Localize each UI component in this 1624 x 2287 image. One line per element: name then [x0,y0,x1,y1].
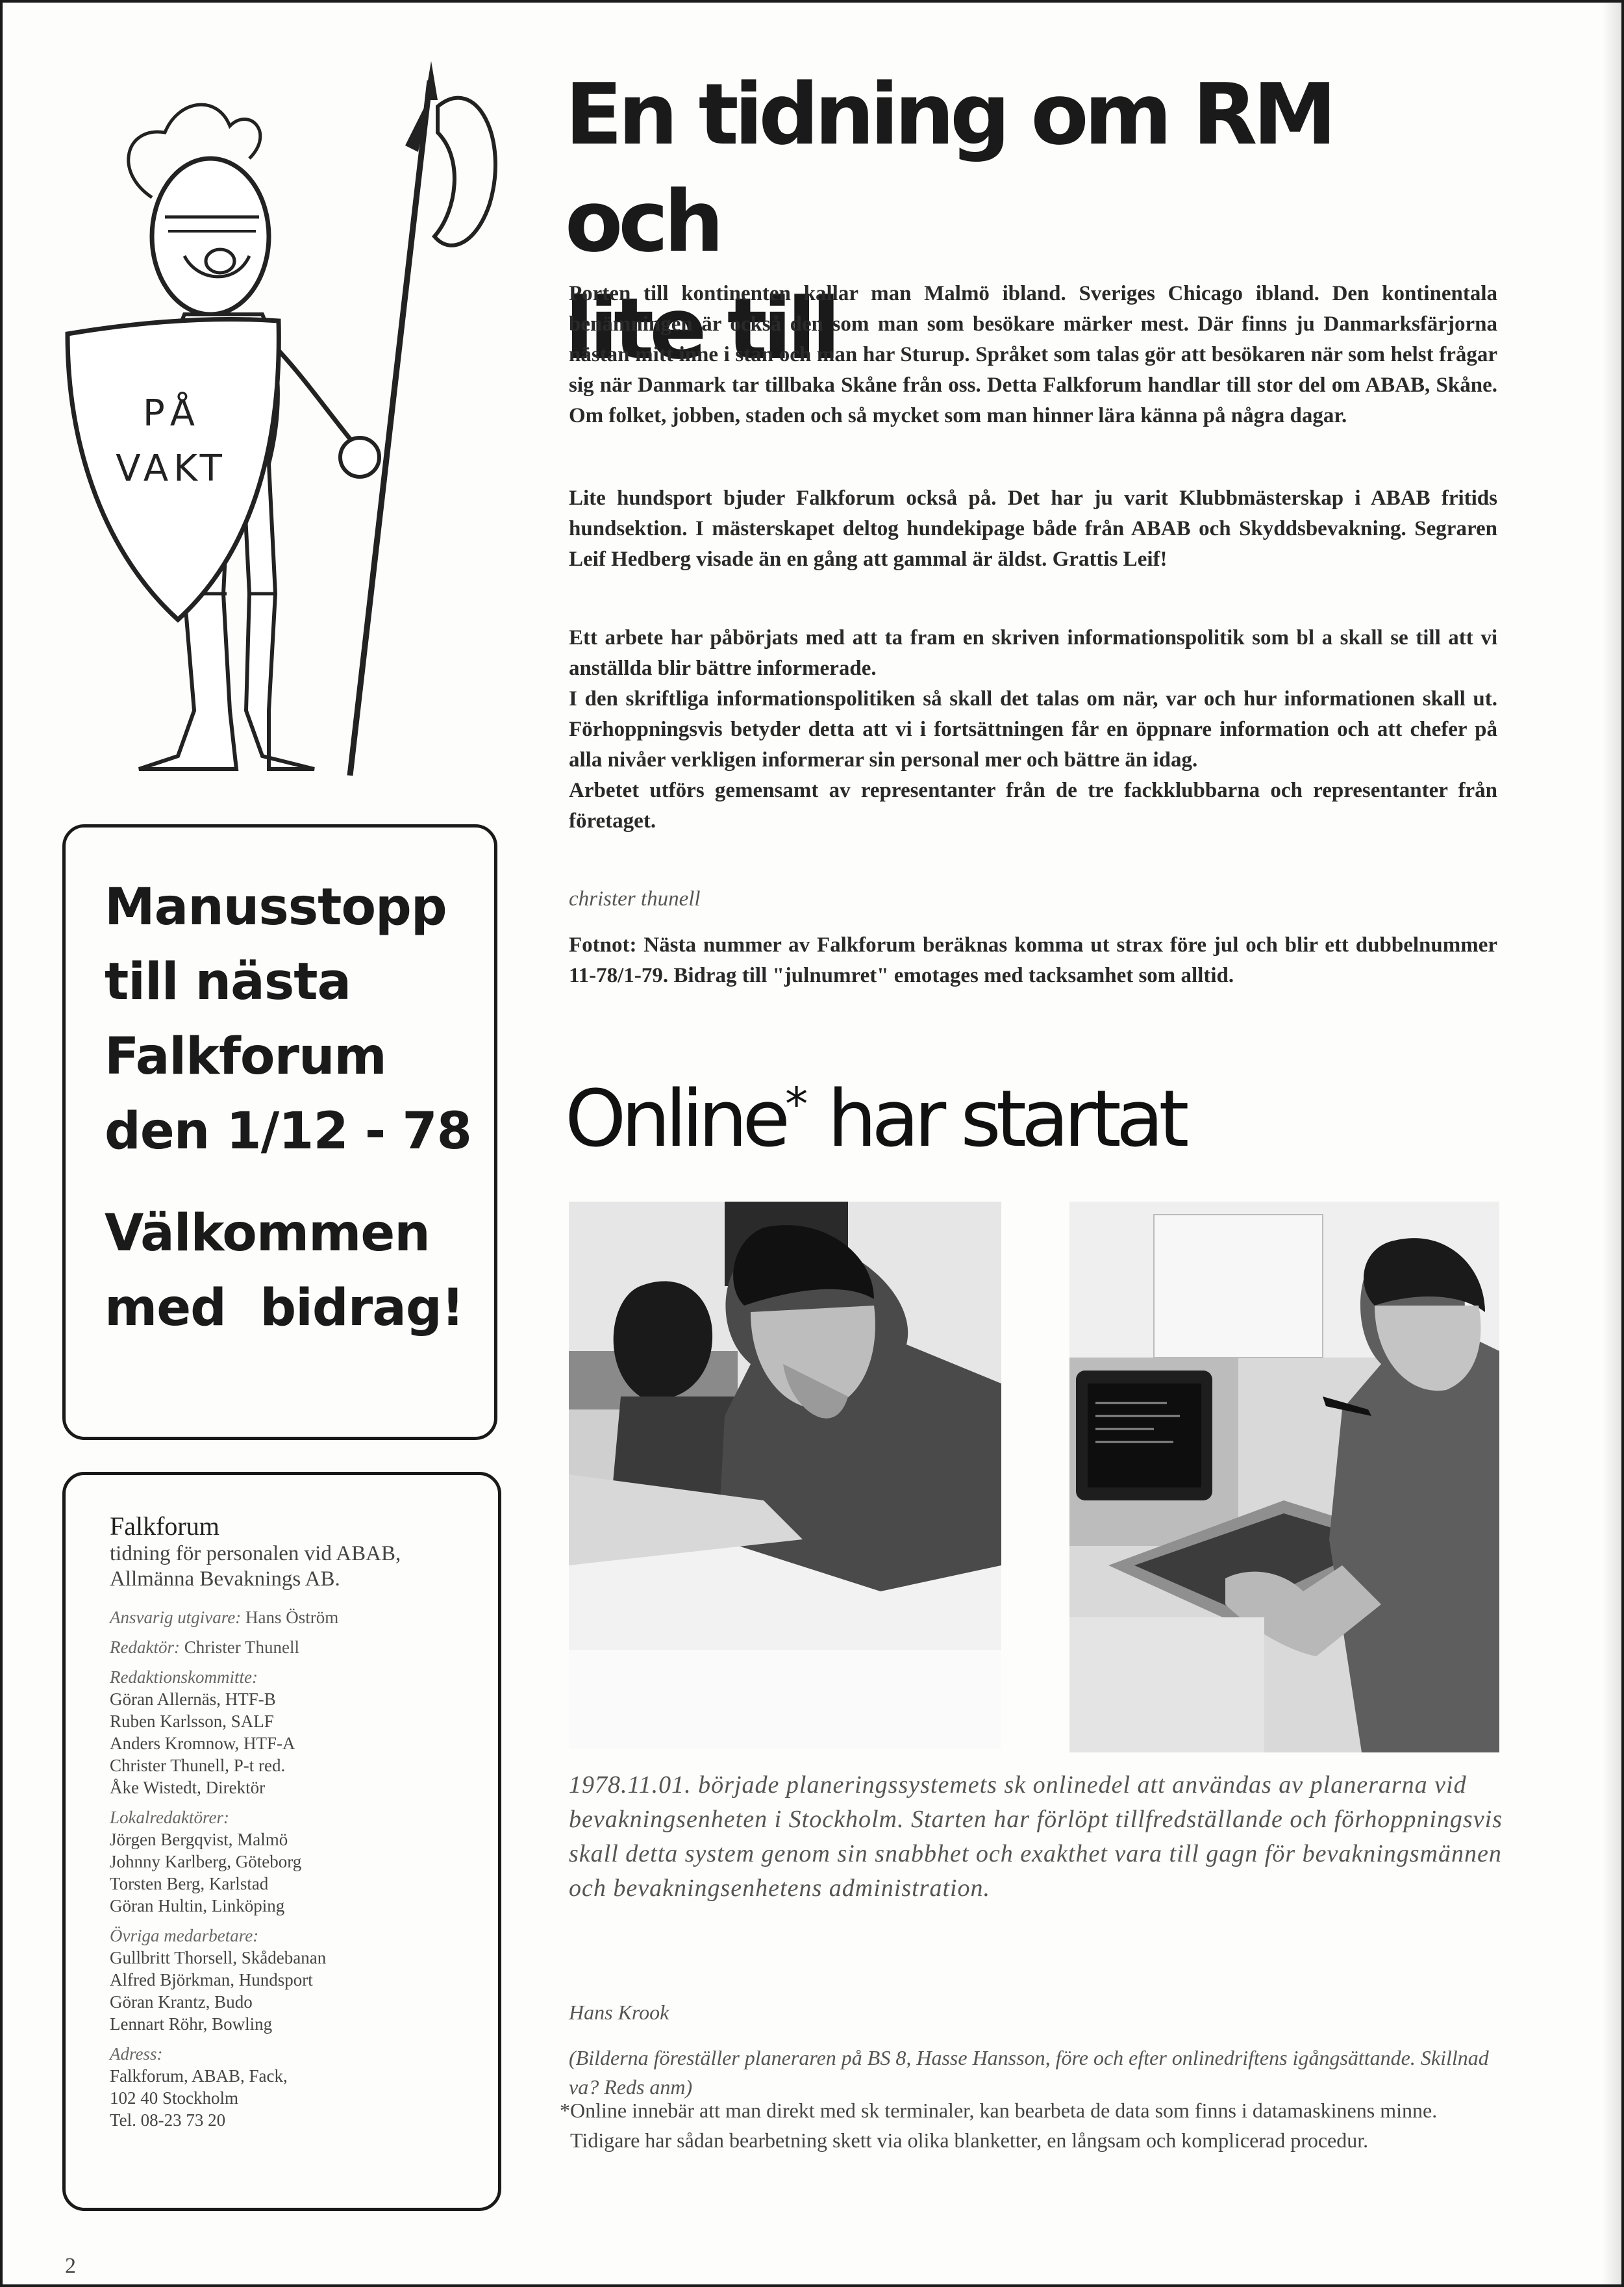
other-contributor: Lennart Röhr, Bowling [110,2014,273,2034]
online-caption: 1978.11.01. började planeringssystemets sk onlinedel att användas av planerarna vid bevakningsenheten i Stockholm. Starten har förlöpt tillfredställande och förhoppningsvis skall detta system genom sin snabbhet och exakthet vara till gagn för bevakningsmännen och bevakningsenhetens administration. [569,1771,1503,1902]
online-footnote-line-1: *Online innebär att man direkt med sk terminaler, kan bearbeta de data som finns i datamaskinens minne. [560,2099,1438,2122]
intro-footnote-text: Fotnot: Nästa nummer av Falkforum beräknas komma ut strax före jul och blir ett dubbelnummer 11-78/1-79. Bidrag till "julnumret" emotages med tacksamhet som alltid. [569,933,1497,987]
colophon-title: Falkforum [110,1511,219,1541]
online-title-word: Online [565,1074,786,1165]
intro-text-3a: Ett arbete har påbörjats med att ta fram en skriven informationspolitik som bl a skall se till att vi anställda blir bättre informerade. [569,626,1497,680]
online-title-rest: har startat [808,1074,1184,1165]
colophon-subtitle-2: Allmänna Bevaknings AB. [110,1567,340,1591]
intro-paragraph-3 [569,623,1497,837]
manus-line-3: Falkforum [105,1028,386,1086]
manus-line-1: Manusstopp [105,878,447,937]
local-editor: Johnny Karlberg, Göteborg [110,1852,302,1871]
headline-line-2: lite till [565,279,836,378]
colophon-box [62,1472,501,2211]
manus-line-2: till nästa [105,953,351,1011]
local-editor: Jörgen Bergqvist, Malmö [110,1830,288,1849]
publisher-name: Hans Öström [245,1608,339,1627]
photo-after [1069,1202,1499,1752]
page-number: 2 [65,2254,76,2278]
editor-line [110,1636,472,1658]
other-contributor: Gullbritt Thorsell, Skådebanan [110,1948,327,1967]
address-line: Falkforum, ABAB, Fack, [110,2066,288,2086]
other-contributors-role: Övriga medarbetare: [110,1926,259,1945]
intro-signature: christer thunell [569,887,701,911]
scan-edge-shadow [1602,3,1621,2287]
intro-text-1: Porten till kontinenten kallar man Malmö ibland. Sveriges Chicago ibland. Den kontinentala benämningen är också den som man som besökare märker mest. Där finns ju Danmarksfärjorna nästan mitt inne i stan och man har Sturup. Språket som talas gör att besökaren när som helst frågar sig när Danmark tar tillbaka Skåne från oss. Detta Falkforum handlar till stor del om ABAB, Skåne. Om folket, jobben, staden och så mycket som man hinner lära känna på några dagar. [569,282,1497,427]
shield-text-pa: PÅ [142,392,201,435]
online-footnote-line-2: Tidigare har sådan bearbetning skett via olika blanketter, en långsam och komplicerad procedur. [570,2129,1369,2152]
shield-text-vakt: VAKT [116,448,227,490]
headline-line-1: En tidning om RM och [565,65,1332,271]
online-footnote [560,2095,1508,2155]
knight-illustration [55,61,509,795]
photo-before [569,1202,1001,1749]
intro-footnote [569,930,1497,991]
address-line: Tel. 08-23 73 20 [110,2110,226,2130]
intro-paragraph-1 [569,279,1497,431]
address-line: 102 40 Stockholm [110,2088,239,2108]
local-editor: Torsten Berg, Karlstad [110,1874,269,1893]
local-editor: Göran Hultin, Linköping [110,1896,285,1915]
committee-member: Anders Kromnow, HTF-A [110,1734,295,1753]
publisher-role: Ansvarig utgivare: [110,1608,242,1627]
online-photo-note: (Bilderna föreställer planeraren på BS 8, Hasse Hansson, före och efter onlinedriftens igångsättande. Skillnad va? Reds anm) [569,2046,1489,2099]
online-author: Hans Krook [569,2001,669,2024]
intro-text-3b: I den skriftliga informationspolitiken så skall det talas om när, var och hur informationen skall ut. Förhoppningsvis betyder detta att vi i fortsättningen får en öppnare information och att chefer på alla nivåer verkligen informerar sin personal mer och bättre än idag. [569,687,1497,772]
online-asterisk: * [785,1078,808,1131]
address-role: Adress: [110,2044,163,2064]
editor-role: Redaktör: [110,1637,180,1657]
committee-member: Göran Allernäs, HTF-B [110,1689,276,1709]
manusstopp-box [62,824,497,1440]
committee-member: Christer Thunell, P-t red. [110,1756,286,1775]
intro-text-3c: Arbetet utförs gemensamt av representanter från de tre fackklubbarna och representanter från företaget. [569,779,1497,833]
other-contributor: Göran Krantz, Budo [110,1992,253,2012]
intro-text-2: Lite hundsport bjuder Falkforum också på. Det har ju varit Klubbmästerskap i ABAB fritids hundsektion. I mästerskapet deltog hundekipage både från ABAB och Skyddsbevakning. Segraren Leif Hedberg visade än en gång att gammal är äldst. Grattis Leif! [569,486,1497,571]
manus-line-5: Välkommen [105,1204,430,1263]
committee-role: Redaktionskommitte: [110,1667,258,1687]
other-contributor: Alfred Björkman, Hundsport [110,1970,313,1990]
local-editors-role: Lokalredaktörer: [110,1808,229,1827]
intro-paragraph-2 [569,483,1497,575]
editor-name: Christer Thunell [184,1637,299,1657]
colophon-subtitle-1: tidning för personalen vid ABAB, [110,1542,401,1565]
committee-member: Ruben Karlsson, SALF [110,1712,274,1731]
online-credit [569,1998,1504,2102]
manus-line-6: med bidrag! [105,1279,464,1337]
manus-line-4: den 1/12 - 78 [105,1102,471,1161]
committee-member: Åke Wistedt, Direktör [110,1778,266,1797]
online-headline [565,1074,1184,1165]
publisher-line [110,1606,472,1628]
